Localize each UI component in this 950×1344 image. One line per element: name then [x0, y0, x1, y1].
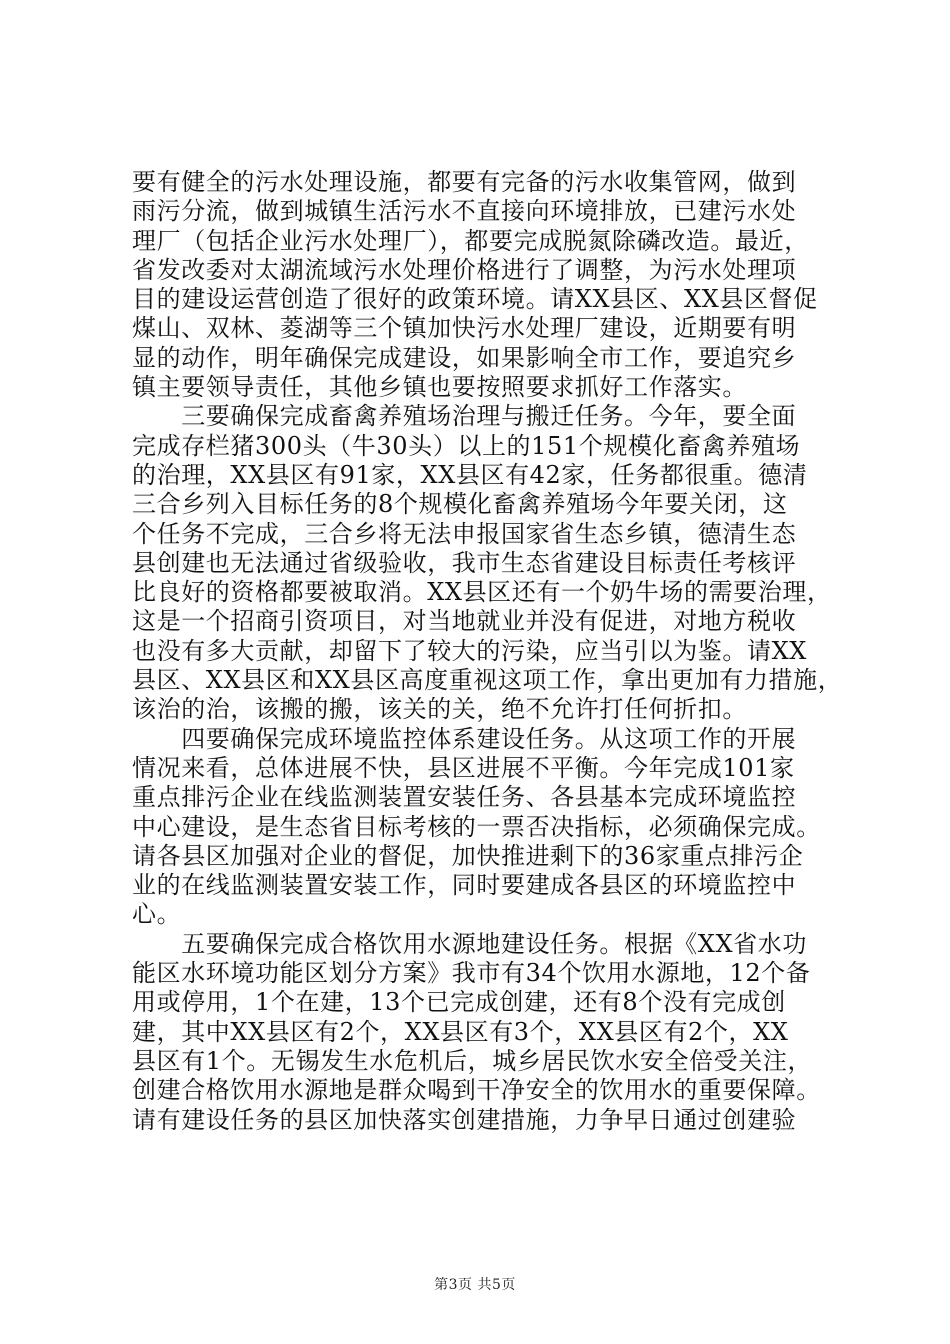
text-line: 建，其中XX县区有2个，XX县区有3个，XX县区有2个，XX — [132, 1017, 789, 1046]
text-line: 的治理，XX县区有91家，XX县区有42家，任务都很重。德清 — [132, 460, 808, 489]
text-line: 五要确保完成合格饮用水源地建设任务。根据《XX省水功 — [132, 929, 807, 958]
text-line: 县创建也无法通过省级验收，我市生态省建设目标责任考核评 — [132, 548, 797, 577]
text-line: 该治的治，该搬的搬，该关的关，绝不允许打任何折扣。 — [132, 695, 747, 724]
text-line: 请有建设任务的县区加快落实创建措施，力争早日通过创建验 — [132, 1105, 797, 1134]
document-body — [132, 168, 842, 1135]
text-line: 个任务不完成，三合乡将无法申报国家省生态乡镇，德清生态 — [132, 519, 797, 548]
text-line: 请各县区加强对企业的督促，加快推进剩下的36家重点排污企 — [132, 841, 804, 870]
text-line: 能区水环境功能区划分方案》我市有34个饮用水源地，12个备 — [132, 959, 811, 988]
text-line: 完成存栏猪300头（牛30头）以上的151个规模化畜禽养殖场 — [132, 431, 801, 460]
text-line: 目的建设运营创造了很好的政策环境。请XX县区、XX县区督促 — [132, 285, 818, 314]
text-line: 省发改委对太湖流域污水处理价格进行了调整，为污水处理项 — [132, 255, 797, 284]
page-number: 第3页 共5页 — [434, 1277, 516, 1293]
text-line: 镇主要领导责任，其他乡镇也要按照要求抓好工作落实。 — [132, 373, 747, 402]
text-line: 理厂（包括企业污水处理厂），都要完成脱氮除磷改造。最近， — [132, 226, 809, 255]
text-line: 业的在线监测装置安装工作，同时要建成各县区的环境监控中 — [132, 871, 797, 900]
text-line: 用或停用，1个在建，13个已完成创建，还有8个没有完成创 — [132, 988, 786, 1017]
text-line: 显的动作，明年确保完成建设，如果影响全市工作，要追究乡 — [132, 343, 797, 372]
text-line: 创建合格饮用水源地是群众喝到干净安全的饮用水的重要保障。 — [132, 1076, 821, 1105]
text-line: 要有健全的污水处理设施，都要有完备的污水收集管网，做到 — [132, 168, 797, 196]
page-footer — [0, 1274, 950, 1294]
text-line: 也没有多大贡献，却留下了较大的污染，应当引以为鉴。请XX — [132, 636, 807, 665]
text-line: 比良好的资格都要被取消。XX县区还有一个奶牛场的需要治理， — [132, 578, 832, 607]
text-line: 县区、XX县区和XX县区高度重视这项工作，拿出更加有力措施， — [132, 666, 843, 695]
text-line: 煤山、双林、菱湖等三个镇加快污水处理厂建设，近期要有明 — [132, 314, 797, 343]
text-line: 情况来看，总体进展不快，县区进展不平衡。今年完成101家 — [132, 753, 795, 782]
text-line: 三要确保完成畜禽养殖场治理与搬迁任务。今年，要全面 — [132, 402, 797, 431]
text-line: 中心建设，是生态省目标考核的一票否决指标，必须确保完成。 — [132, 812, 821, 841]
text-line: 这是一个招商引资项目，对当地就业并没有促进，对地方税收 — [132, 607, 797, 636]
text-line: 心。 — [132, 900, 182, 929]
text-line: 县区有1个。无锡发生水危机后，城乡居民饮水安全倍受关注， — [132, 1046, 813, 1075]
text-line: 雨污分流，做到城镇生活污水不直接向环境排放，已建污水处 — [132, 197, 797, 226]
text-line: 四要确保完成环境监控体系建设任务。从这项工作的开展 — [132, 724, 797, 753]
text-line: 重点排污企业在线监测装置安装任务、各县基本完成环境监控 — [132, 783, 797, 812]
text-line: 三合乡列入目标任务的8个规模化畜禽养殖场今年要关闭，这 — [132, 490, 788, 519]
